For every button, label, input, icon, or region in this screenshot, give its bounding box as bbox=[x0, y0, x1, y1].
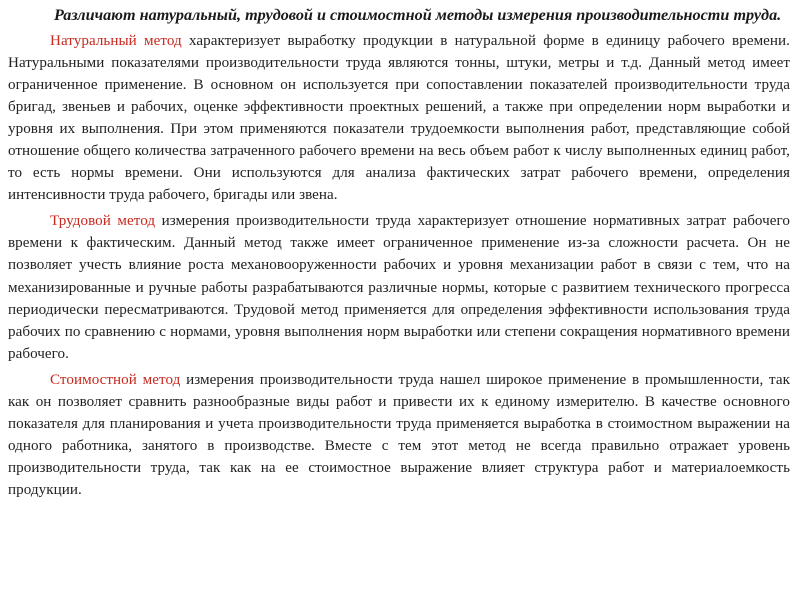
term-labor-method: Трудовой метод bbox=[50, 213, 156, 230]
paragraph-cost-method bbox=[8, 369, 790, 502]
slide-heading: Различают натуральный, трудовой и стоимостной методы измерения производительности труда. bbox=[54, 6, 782, 24]
term-cost-method: Стоимостной метод bbox=[50, 371, 181, 388]
paragraph-labor-method-text: измерения производительности труда характеризует отношение нормативных затрат рабочего времени к фактическим. Данный метод также имеет ограниченное применение из-за сложности расчета. Он не позволяет учесть влияние роста механовооруженности рабочих и уровня механизации работ в связи с тем, что на механизированные и ручные работы разрабатываются различные нормы, которые с развитием технического прогресса периодически пересматриваются. Трудовой метод применяется для определения эффективности использования труда рабочих по сравнению с нормами, уровня выполнения норм выработки или степени сокращения нормативного времени рабочего. bbox=[8, 213, 790, 362]
paragraph-natural-method-text: характеризует выработку продукции в натуральной форме в единицу рабочего времени. Натуральными показателями производительности труда являются тонны, штуки, метры и т.д. Данный метод имеет ограниченное применение. В основном он используется при сопоставлении показателей производительности труда бригад, звеньев и рабочих, оценке эффективности проектных решений, а также при определении норм выработки и уровня их выполнения. При этом применяются показатели трудоемкости выполнения работ, представляющие собой отношение общего количества затраченного рабочего времени на весь объем работ к числу выполненных единиц работ, то есть нормы времени. Они используются для анализа фактических затрат рабочего времени, определения интенсивности труда рабочего, бригады или звена. bbox=[8, 32, 790, 204]
paragraph-natural-method bbox=[8, 30, 790, 207]
paragraph-labor-method bbox=[8, 210, 790, 365]
paragraph-cost-method-text: измерения производительности труда нашел широкое применение в промышленности, так как он позволяет сравнить разнообразные виды работ и привести их к единому измерителю. В качестве основного показателя для планирования и учета производительности труда применяется выработка в стоимостном выражении на одного работника, занятого в производстве. Вместе с тем этот метод не всегда правильно отражает уровень производительности труда, так как на ее стоимостное выражение влияет структура работ и материалоемкость продукции. bbox=[8, 371, 790, 499]
slide-content bbox=[8, 4, 790, 501]
term-natural-method: Натуральный метод bbox=[50, 32, 182, 49]
